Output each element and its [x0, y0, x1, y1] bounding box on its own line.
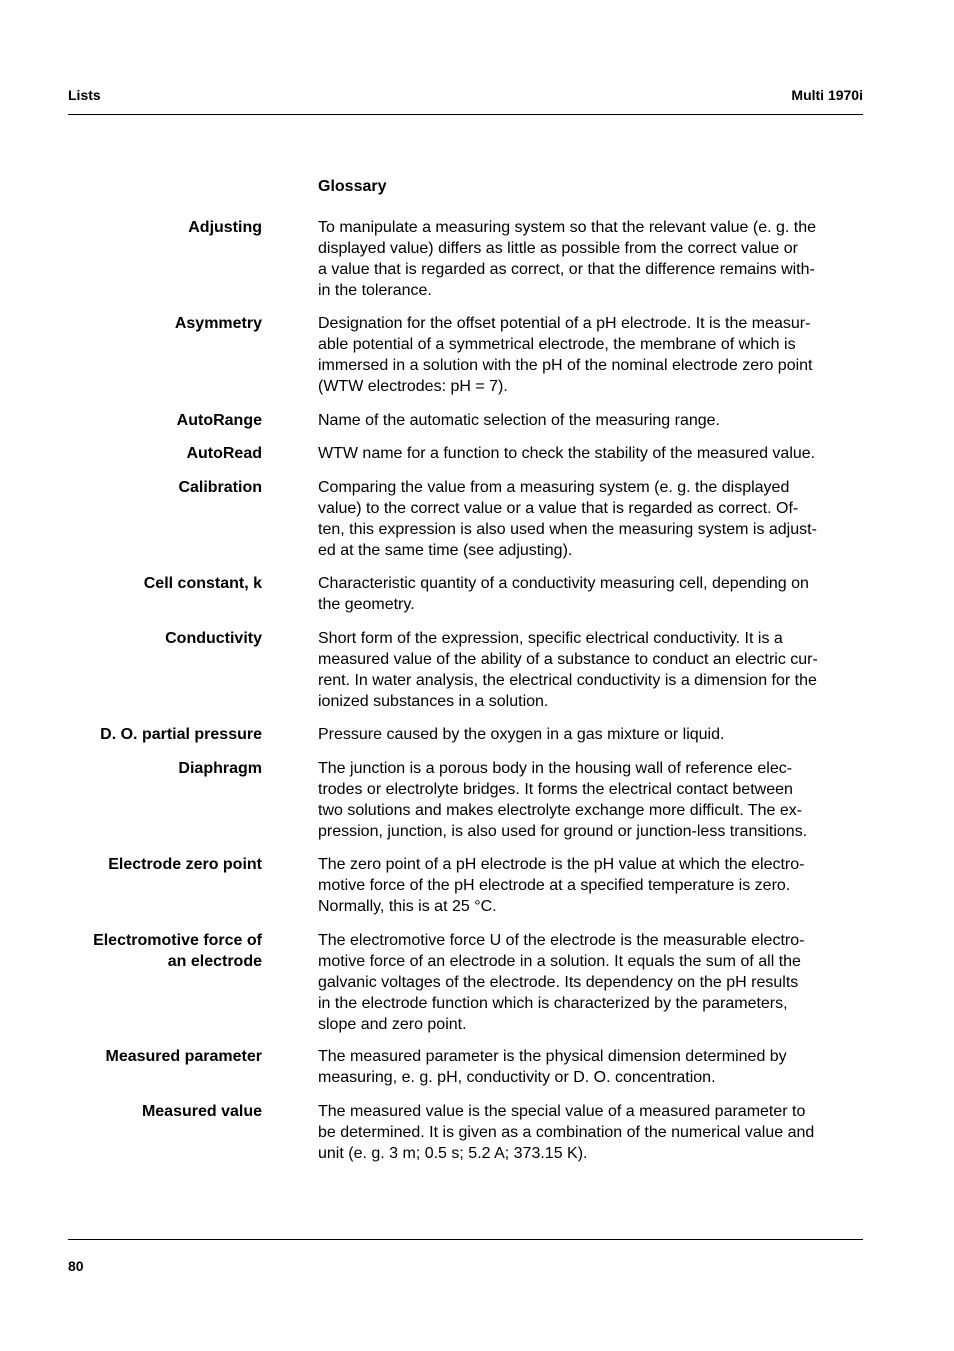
term-line: Calibration: [178, 479, 262, 496]
term-line: AutoRead: [186, 445, 262, 462]
definition-line: rent. In water analysis, the electrical conductivity is a dimension for the: [318, 672, 817, 689]
definition-line: two solutions and makes electrolyte exchange more difficult. The ex-: [318, 802, 803, 819]
definition-line: be determined. It is given as a combination of the numerical value and: [318, 1124, 815, 1141]
definition-line: pression, junction, is also used for ground or junction-less transitions.: [318, 823, 808, 840]
definition-line: motive force of an electrode in a solution. It equals the sum of all the: [318, 953, 801, 970]
glossary-heading: Glossary: [318, 178, 387, 195]
glossary-definition: [318, 217, 816, 301]
definition-line: value) to the correct value or a value that is regarded as correct. Of-: [318, 500, 799, 517]
page-number: 80: [68, 1258, 84, 1274]
glossary-term: [188, 217, 262, 238]
definition-line: ed at the same time (see adjusting).: [318, 542, 573, 559]
glossary-term: [100, 724, 262, 745]
definition-line: measured value of the ability of a substance to conduct an electric cur-: [318, 651, 818, 668]
term-line: Conductivity: [165, 630, 262, 647]
glossary-definition: [318, 724, 724, 745]
glossary-definition: [318, 313, 812, 397]
definition-line: motive force of the pH electrode at a specified temperature is zero.: [318, 877, 791, 894]
definition-line: in the electrode function which is characterized by the parameters,: [318, 995, 788, 1012]
term-line: Diaphragm: [178, 760, 262, 777]
glossary-term: [186, 443, 262, 464]
definition-line: The measured value is the special value of a measured parameter to: [318, 1103, 806, 1120]
definition-line: WTW name for a function to check the stability of the measured value.: [318, 445, 816, 462]
term-line: D. O. partial pressure: [100, 726, 262, 743]
definition-line: Pressure caused by the oxygen in a gas mixture or liquid.: [318, 726, 725, 743]
header-rule: [68, 114, 863, 115]
definition-line: (WTW electrodes: pH = 7).: [318, 378, 508, 395]
term-line: Measured parameter: [105, 1048, 262, 1065]
definition-line: To manipulate a measuring system so that the relevant value (e. g. the: [318, 219, 817, 236]
glossary-term: [105, 1046, 262, 1067]
glossary-term: [178, 477, 262, 498]
glossary-definition: [318, 854, 804, 917]
definition-line: able potential of a symmetrical electrode, the membrane of which is: [318, 336, 796, 353]
glossary-definition: [318, 628, 818, 712]
header-section: Lists: [68, 87, 101, 103]
header-product: Multi 1970i: [791, 87, 863, 103]
definition-line: Normally, this is at 25 °C.: [318, 898, 497, 915]
definition-line: Comparing the value from a measuring system (e. g. the displayed: [318, 479, 790, 496]
definition-line: unit (e. g. 3 m; 0.5 s; 5.2 A; 373.15 K).: [318, 1145, 588, 1162]
glossary-definition: [318, 573, 809, 615]
term-line: Electrode zero point: [108, 856, 262, 873]
glossary-term: [178, 758, 262, 779]
definition-line: Designation for the offset potential of a pH electrode. It is the measur-: [318, 315, 811, 332]
definition-line: galvanic voltages of the electrode. Its dependency on the pH results: [318, 974, 799, 991]
glossary-definition: [318, 477, 817, 561]
definition-line: ten, this expression is also used when the measuring system is adjust-: [318, 521, 817, 538]
glossary-term: [142, 1101, 262, 1122]
glossary-term: [144, 573, 262, 594]
definition-line: displayed value) differs as little as possible from the correct value or: [318, 240, 798, 257]
glossary-term: [93, 930, 262, 972]
glossary-term: [177, 410, 262, 431]
glossary-definition: [318, 930, 804, 1035]
term-line: Adjusting: [188, 219, 262, 236]
definition-line: a value that is regarded as correct, or that the difference remains with-: [318, 261, 815, 278]
definition-line: Name of the automatic selection of the measuring range.: [318, 412, 720, 429]
definition-line: Characteristic quantity of a conductivity measuring cell, depending on: [318, 575, 809, 592]
definition-line: immersed in a solution with the pH of the nominal electrode zero point: [318, 357, 813, 374]
term-line: Measured value: [141, 1103, 262, 1120]
definition-line: ionized substances in a solution.: [318, 693, 549, 710]
definition-line: The measured parameter is the physical dimension determined by: [318, 1048, 787, 1065]
term-line: Electromotive force of: [93, 932, 262, 949]
glossary-definition: [318, 443, 815, 464]
definition-line: slope and zero point.: [318, 1016, 467, 1033]
definition-line: the geometry.: [318, 596, 415, 613]
glossary-term: [165, 628, 262, 649]
glossary-definition: [318, 758, 807, 842]
glossary-definition: [318, 1101, 814, 1164]
definition-line: measuring, e. g. pH, conductivity or D. O. concentration.: [318, 1069, 716, 1086]
definition-line: The zero point of a pH electrode is the pH value at which the electro-: [318, 856, 805, 873]
term-line: AutoRange: [176, 412, 262, 429]
glossary-term: [108, 854, 262, 875]
definition-line: The junction is a porous body in the housing wall of reference elec-: [318, 760, 793, 777]
term-line: an electrode: [167, 953, 262, 970]
definition-line: in the tolerance.: [318, 282, 432, 299]
definition-line: Short form of the expression, specific electrical conductivity. It is a: [318, 630, 783, 647]
footer-rule: [68, 1239, 863, 1240]
glossary-term: [175, 313, 262, 334]
glossary-definition: [318, 1046, 787, 1088]
glossary-definition: [318, 410, 720, 431]
definition-line: trodes or electrolyte bridges. It forms the electrical contact between: [318, 781, 793, 798]
term-line: Cell constant, k: [143, 575, 262, 592]
term-line: Asymmetry: [174, 315, 262, 332]
definition-line: The electromotive force U of the electrode is the measurable electro-: [318, 932, 805, 949]
